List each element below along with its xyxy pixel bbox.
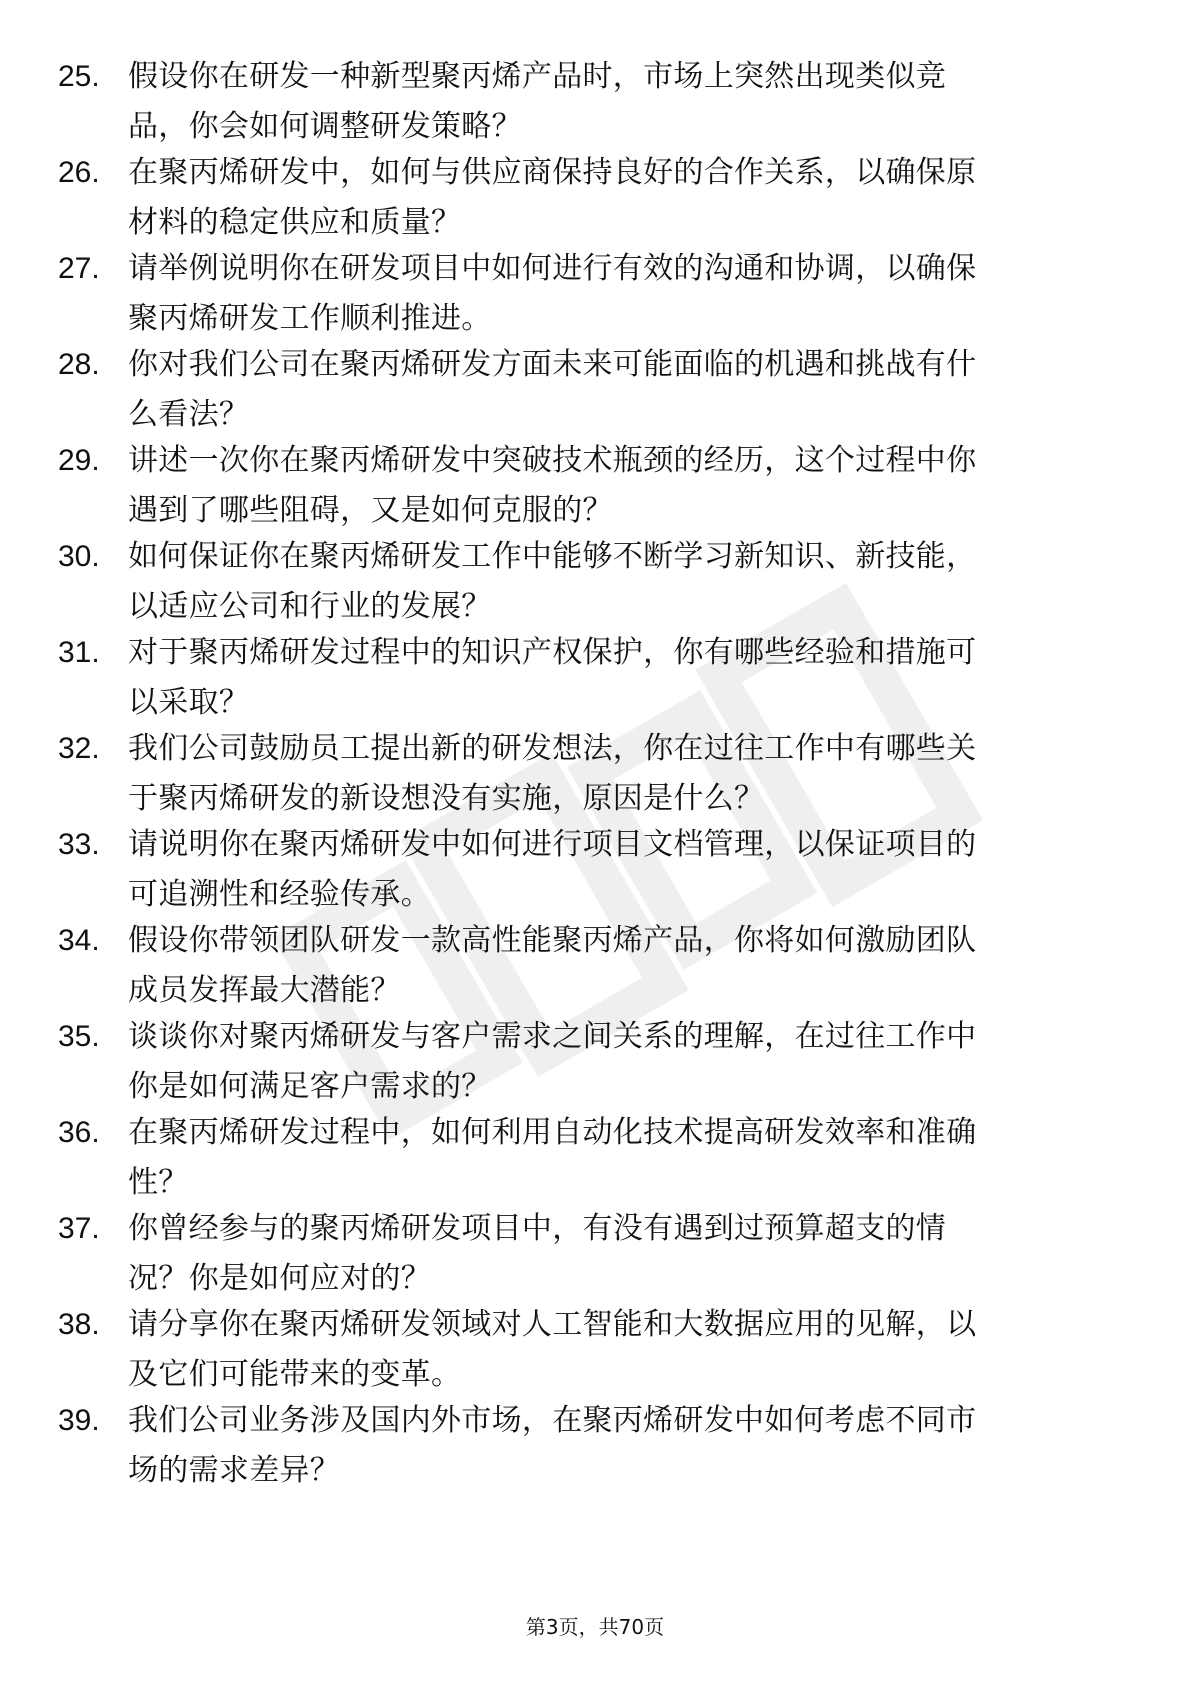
question-text	[128, 1012, 1118, 1112]
question-text-line: 讲述一次你在聚丙烯研发中突破技术瓶颈的经历，这个过程中你	[128, 443, 977, 478]
question-text	[128, 820, 1118, 920]
question-text	[128, 1300, 1118, 1400]
question-item	[58, 148, 1118, 248]
question-item	[58, 1012, 1118, 1112]
question-text-line: 对于聚丙烯研发过程中的知识产权保护，你有哪些经验和措施可	[128, 635, 977, 670]
question-text-line: 请分享你在聚丙烯研发领域对人工智能和大数据应用的见解，以	[128, 1307, 977, 1342]
question-text-line: 我们公司业务涉及国内外市场，在聚丙烯研发中如何考虑不同市	[128, 1403, 977, 1438]
question-text-line: 品，你会如何调整研发策略？	[128, 109, 522, 144]
question-text	[128, 1204, 1118, 1304]
question-text-line: 请举例说明你在研发项目中如何进行有效的沟通和协调，以确保	[128, 251, 977, 286]
question-text-line: 可追溯性和经验传承。	[128, 877, 431, 912]
question-text	[128, 724, 1118, 824]
question-text-line: 我们公司鼓励员工提出新的研发想法，你在过往工作中有哪些关	[128, 731, 977, 766]
question-text-line: 及它们可能带来的变革。	[128, 1357, 462, 1392]
question-number: 31.	[58, 636, 100, 669]
question-number: 29.	[58, 444, 100, 477]
question-number: 35.	[58, 1020, 100, 1053]
question-number: 33.	[58, 828, 100, 861]
question-text-line: 谈谈你对聚丙烯研发与客户需求之间关系的理解，在过往工作中	[128, 1019, 977, 1054]
question-item	[58, 628, 1118, 728]
question-text-line: 遇到了哪些阻碍，又是如何克服的？	[128, 493, 613, 528]
question-number: 38.	[58, 1308, 100, 1341]
question-item	[58, 436, 1118, 536]
question-text-line: 你是如何满足客户需求的？	[128, 1069, 492, 1104]
question-text-line: 况？你是如何应对的？	[128, 1261, 431, 1296]
question-text	[128, 244, 1118, 344]
question-text-line: 在聚丙烯研发过程中，如何利用自动化技术提高研发效率和准确	[128, 1115, 977, 1150]
question-item	[58, 916, 1118, 1016]
question-text	[128, 340, 1118, 440]
question-text	[128, 148, 1118, 248]
question-text-line: 你对我们公司在聚丙烯研发方面未来可能面临的机遇和挑战有什	[128, 347, 977, 382]
question-text-line: 如何保证你在聚丙烯研发工作中能够不断学习新知识、新技能，	[128, 539, 977, 574]
question-item	[58, 244, 1118, 344]
question-text-line: 请说明你在聚丙烯研发中如何进行项目文档管理，以保证项目的	[128, 827, 977, 862]
question-text-line: 材料的稳定供应和质量？	[128, 205, 462, 240]
question-item	[58, 1204, 1118, 1304]
question-text	[128, 628, 1118, 728]
question-text	[128, 52, 1118, 152]
question-text-line: 么看法？	[128, 397, 250, 432]
question-text	[128, 532, 1118, 632]
question-text-line: 成员发挥最大潜能？	[128, 973, 401, 1008]
question-item	[58, 1108, 1118, 1208]
question-number: 27.	[58, 252, 100, 285]
question-text-line: 性？	[128, 1165, 189, 1200]
question-item	[58, 724, 1118, 824]
question-item	[58, 1396, 1118, 1496]
question-item	[58, 532, 1118, 632]
question-number: 25.	[58, 60, 100, 93]
question-number: 39.	[58, 1404, 100, 1437]
question-text-line: 聚丙烯研发工作顺利推进。	[128, 301, 492, 336]
question-text-line: 以适应公司和行业的发展？	[128, 589, 492, 624]
question-text-line: 以采取？	[128, 685, 250, 720]
question-number: 37.	[58, 1212, 100, 1245]
question-item	[58, 820, 1118, 920]
question-number: 26.	[58, 156, 100, 189]
question-text	[128, 916, 1118, 1016]
question-item	[58, 1300, 1118, 1400]
question-number: 32.	[58, 732, 100, 765]
question-text-line: 场的需求差异？	[128, 1453, 341, 1488]
question-number: 30.	[58, 540, 100, 573]
question-text-line: 你曾经参与的聚丙烯研发项目中，有没有遇到过预算超支的情	[128, 1211, 947, 1246]
question-text	[128, 436, 1118, 536]
page-indicator: 第3页，共70页	[525, 1615, 665, 1639]
question-number: 28.	[58, 348, 100, 381]
question-text-line: 假设你在研发一种新型聚丙烯产品时，市场上突然出现类似竞	[128, 59, 947, 94]
question-text-line: 于聚丙烯研发的新设想没有实施，原因是什么？	[128, 781, 765, 816]
question-number: 36.	[58, 1116, 100, 1149]
question-item	[58, 52, 1118, 152]
question-item	[58, 340, 1118, 440]
question-text	[128, 1396, 1118, 1496]
question-text	[128, 1108, 1118, 1208]
question-text-line: 在聚丙烯研发中，如何与供应商保持良好的合作关系，以确保原	[128, 155, 977, 190]
question-text-line: 假设你带领团队研发一款高性能聚丙烯产品，你将如何激励团队	[128, 923, 977, 958]
question-number: 34.	[58, 924, 100, 957]
